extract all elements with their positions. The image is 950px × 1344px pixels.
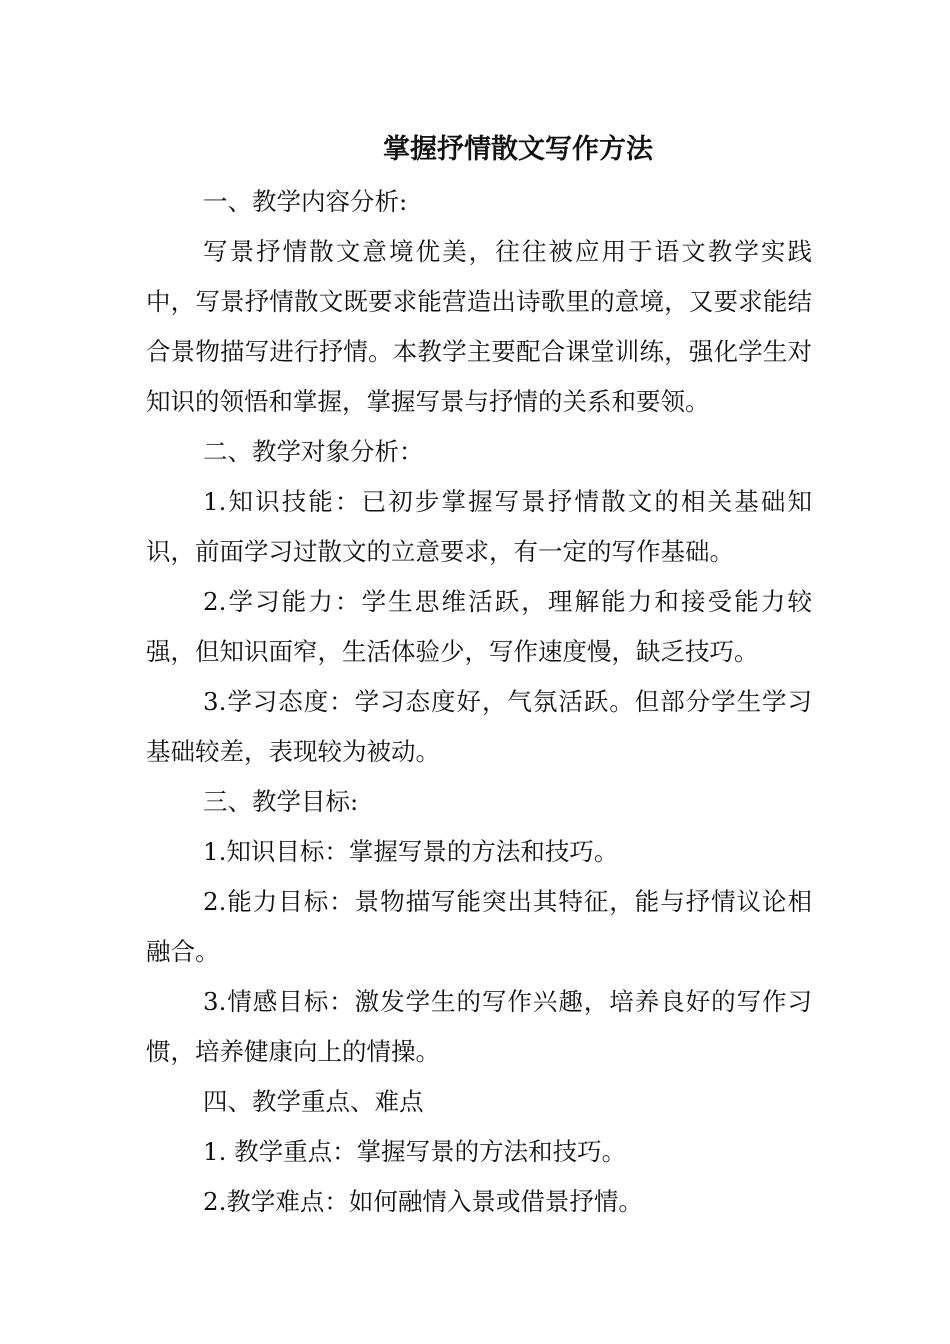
paragraph-content-analysis: 写景抒情散文意境优美，往往被应用于语文教学实践中，写景抒情散文既要求能营造出诗歌里的意境，又要求能结合景物描写进行抒情。本教学主要配合课堂训练，强化学生对知识的领悟和掌握，掌握写景与抒情的关系和要领。: [146, 237, 812, 416]
paragraph-emotion-goal: 3.情感目标：激发学生的写作兴趣，培养良好的写作习惯，培养健康向上的情操。: [146, 987, 812, 1066]
document-body: [146, 177, 812, 1227]
document-title: 掌握抒情散文写作方法: [383, 134, 653, 165]
paragraph-learning-attitude: 3.学习态度：学习态度好，气氛活跃。但部分学生学习基础较差，表现较为被动。: [146, 687, 812, 766]
section-heading-teaching-goals: 三、教学目标:: [203, 787, 359, 816]
paragraph-learning-ability: 2.学习能力：学生思维活跃，理解能力和接受能力较强，但知识面窄，生活体验少，写作速度慢，缺乏技巧。: [146, 587, 812, 666]
paragraph-knowledge-goal: 1.知识目标：掌握写景的方法和技巧。: [203, 837, 619, 866]
section-heading-key-points: 四、教学重点、难点: [203, 1087, 424, 1116]
paragraph-difficult-point: 2.教学难点：如何融情入景或借景抒情。: [203, 1187, 643, 1216]
paragraph-key-point: 1. 教学重点：掌握写景的方法和技巧。: [203, 1137, 627, 1166]
section-heading-content-analysis: 一、教学内容分析:: [203, 187, 408, 216]
section-heading-audience-analysis: 二、教学对象分析：: [203, 437, 424, 466]
paragraph-ability-goal: 2.能力目标：景物描写能突出其特征，能与抒情议论相融合。: [146, 887, 812, 966]
paragraph-knowledge-skills: 1.知识技能：已初步掌握写景抒情散文的相关基础知识，前面学习过散文的立意要求，有一定的写作基础。: [146, 487, 812, 566]
